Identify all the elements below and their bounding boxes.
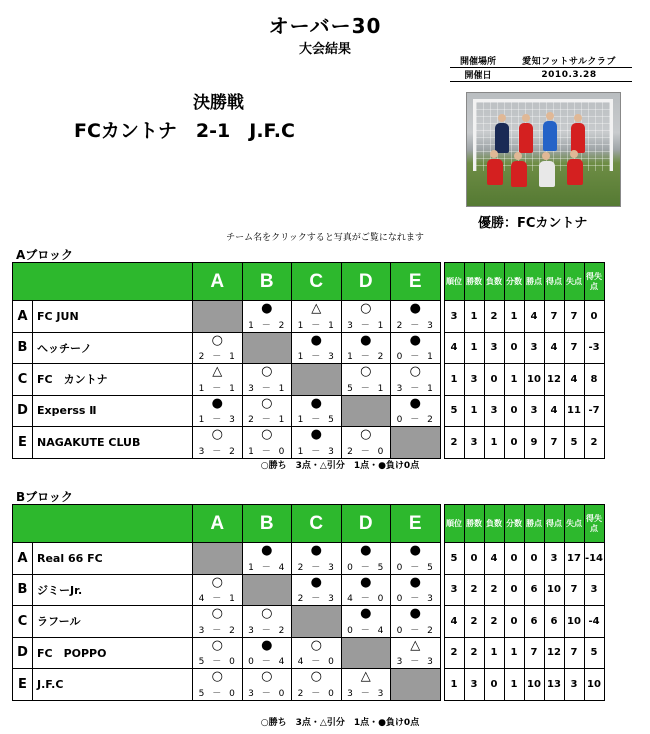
table-row — [13, 574, 605, 606]
result-symbol: ● — [360, 606, 372, 621]
result-symbol: ○ — [261, 395, 273, 411]
stat-cell: -7 — [584, 395, 604, 427]
stat-header: 失点 — [564, 505, 584, 543]
table-row — [13, 427, 605, 459]
result-cell — [193, 606, 243, 638]
photo-note — [0, 230, 650, 243]
stat-cell: 1 — [464, 395, 484, 427]
result-score: 4 － 0 — [347, 594, 385, 604]
row-letter: B — [13, 574, 33, 606]
result-symbol: ● — [409, 332, 421, 348]
result-score: 0 － 2 — [396, 415, 434, 425]
stat-cell: 1 — [484, 637, 504, 669]
result-symbol: ○ — [310, 669, 322, 684]
stat-cell: 2 — [444, 637, 464, 669]
stat-header: 順位 — [444, 263, 464, 301]
result-score: 3 － 1 — [347, 320, 385, 331]
venue-date-label: 開催日 — [464, 71, 492, 81]
result-cell — [242, 427, 292, 459]
result-symbol: ○ — [261, 427, 273, 442]
result-symbol: ● — [310, 427, 322, 442]
result-symbol: ● — [409, 606, 421, 621]
venue-place-label: 開催場所 — [459, 57, 496, 67]
result-score: 2 － 0 — [347, 446, 385, 457]
stat-cell: 11 — [564, 395, 584, 427]
result-cell — [292, 543, 342, 575]
team-name-link[interactable]: ヘッチーノ — [33, 332, 193, 364]
stat-cell: 1 — [444, 669, 464, 701]
stat-header: 得点 — [544, 263, 564, 301]
final-label: 決勝戦 — [193, 93, 244, 113]
stat-cell: -4 — [584, 606, 604, 638]
stat-cell: 10 — [564, 606, 584, 638]
venue-place: 愛知フットサルクラブ — [522, 57, 616, 67]
stat-cell: 7 — [524, 637, 544, 669]
result-score: 2 － 0 — [297, 688, 335, 699]
result-cell — [391, 395, 441, 427]
result-symbol: △ — [360, 669, 371, 684]
col-header-c: C — [292, 505, 342, 543]
stat-header: 負数 — [484, 505, 504, 543]
stat-cell: 2 — [464, 637, 484, 669]
team-name-link[interactable]: Experss Ⅱ — [33, 395, 193, 427]
result-symbol: ● — [261, 301, 273, 316]
team-name-link[interactable]: ジミーJr. — [33, 574, 193, 606]
result-symbol: ○ — [211, 637, 223, 653]
result-score: 5 － 1 — [347, 383, 385, 394]
stat-cell: 1 — [484, 427, 504, 459]
result-score: 1 － 5 — [297, 415, 335, 425]
team-name-link[interactable]: NAGAKUTE CLUB — [33, 427, 193, 459]
result-score: 1 － 4 — [248, 562, 286, 573]
venue-place-row — [450, 54, 632, 68]
result-symbol: ○ — [211, 332, 223, 348]
self-match-cell — [193, 543, 243, 575]
player-figure — [539, 161, 555, 187]
stat-cell: 2 — [484, 574, 504, 606]
result-score: 2 － 3 — [297, 594, 335, 604]
stat-cell: 2 — [484, 301, 504, 333]
stat-cell: 12 — [544, 637, 564, 669]
result-cell — [292, 637, 342, 669]
result-symbol: ● — [310, 543, 322, 558]
table-row — [13, 637, 605, 669]
result-score: 3 － 3 — [396, 657, 434, 667]
result-symbol: ● — [310, 574, 322, 590]
result-score: 5 － 0 — [198, 657, 236, 667]
stat-cell: 3 — [564, 669, 584, 701]
stat-cell: 7 — [544, 427, 564, 459]
result-cell — [391, 301, 441, 333]
result-symbol: ● — [261, 543, 273, 558]
stat-cell: 6 — [524, 574, 544, 606]
player-figure — [543, 121, 557, 151]
result-score: 0 － 2 — [396, 625, 434, 636]
league-table-a — [12, 262, 605, 459]
result-symbol: ○ — [211, 427, 223, 442]
result-score: 0 － 5 — [396, 562, 434, 573]
stat-cell: 3 — [484, 395, 504, 427]
result-cell — [341, 574, 391, 606]
stat-header: 得点 — [544, 505, 564, 543]
result-symbol: ● — [360, 574, 372, 590]
col-header-d: D — [341, 263, 391, 301]
self-match-cell — [341, 637, 391, 669]
table-row — [13, 543, 605, 575]
final-score: FCカントナ 2-1 J.F.C — [74, 120, 295, 142]
result-symbol: ● — [310, 395, 322, 411]
stat-cell: 2 — [444, 427, 464, 459]
stat-cell: 3 — [444, 574, 464, 606]
stat-cell: 12 — [544, 364, 564, 396]
result-score: 2 － 3 — [297, 562, 335, 573]
result-cell — [242, 669, 292, 701]
player-figure — [519, 123, 533, 153]
block-b-title: Bブロック — [16, 490, 73, 504]
result-symbol: ● — [261, 637, 273, 653]
self-match-cell — [242, 574, 292, 606]
result-cell — [341, 427, 391, 459]
stat-header: 勝数 — [464, 505, 484, 543]
stat-header: 得失点 — [584, 263, 604, 301]
stat-cell: 1 — [504, 301, 524, 333]
result-score: 1 － 3 — [297, 352, 335, 362]
stat-cell: 7 — [544, 301, 564, 333]
result-cell — [391, 637, 441, 669]
result-cell — [242, 364, 292, 396]
result-cell — [341, 606, 391, 638]
result-cell — [292, 574, 342, 606]
stat-cell: 3 — [464, 669, 484, 701]
stat-cell: 7 — [564, 637, 584, 669]
row-letter: B — [13, 332, 33, 364]
stat-cell: 1 — [504, 669, 524, 701]
result-score: 1 － 2 — [347, 352, 385, 362]
stat-cell: 8 — [584, 364, 604, 396]
stat-cell: 3 — [584, 574, 604, 606]
result-score: 2 － 1 — [198, 352, 236, 362]
row-letter: D — [13, 395, 33, 427]
stat-header: 順位 — [444, 505, 464, 543]
stat-cell: 4 — [544, 332, 564, 364]
result-cell — [391, 332, 441, 364]
winner-caption: 優勝：FCカントナ — [478, 216, 588, 231]
result-cell — [242, 395, 292, 427]
result-cell — [341, 301, 391, 333]
result-cell — [193, 332, 243, 364]
result-symbol: ● — [310, 332, 322, 348]
col-header-a: A — [193, 505, 243, 543]
result-cell — [242, 543, 292, 575]
stat-cell: 1 — [464, 332, 484, 364]
result-cell — [292, 332, 342, 364]
header-blank — [13, 505, 193, 543]
stat-cell: 0 — [504, 543, 524, 575]
result-score: 3 － 3 — [347, 688, 385, 699]
player-figure — [571, 123, 585, 153]
stat-cell: 10 — [524, 364, 544, 396]
result-score: 2 － 1 — [248, 415, 286, 425]
stat-cell: 5 — [584, 637, 604, 669]
self-match-cell — [391, 427, 441, 459]
col-header-e: E — [391, 505, 441, 543]
stat-cell: 4 — [444, 332, 464, 364]
result-symbol: ● — [211, 395, 223, 411]
result-symbol: ● — [409, 574, 421, 590]
stat-cell: 3 — [484, 332, 504, 364]
stat-header: 勝点 — [524, 505, 544, 543]
result-cell — [341, 669, 391, 701]
stat-header: 勝点 — [524, 263, 544, 301]
result-cell — [242, 606, 292, 638]
result-symbol: ○ — [211, 669, 223, 684]
result-cell — [193, 637, 243, 669]
team-name-link[interactable]: Real 66 FC — [33, 543, 193, 575]
result-cell — [341, 364, 391, 396]
stat-header: 分数 — [504, 505, 524, 543]
result-score: 1 － 0 — [248, 446, 286, 457]
result-cell — [292, 669, 342, 701]
result-symbol: ○ — [310, 637, 322, 653]
stat-cell: 9 — [524, 427, 544, 459]
result-cell — [391, 606, 441, 638]
result-symbol: ○ — [360, 364, 372, 379]
stat-header: 失点 — [564, 263, 584, 301]
stat-cell: 2 — [484, 606, 504, 638]
stat-cell: 0 — [584, 301, 604, 333]
stat-cell: 3 — [524, 395, 544, 427]
stat-cell: 3 — [464, 364, 484, 396]
result-symbol: ● — [409, 301, 421, 316]
table-row — [13, 606, 605, 638]
stat-cell: -3 — [584, 332, 604, 364]
stat-cell: 2 — [464, 574, 484, 606]
stat-cell: 4 — [544, 395, 564, 427]
result-score: 1 － 3 — [297, 446, 335, 457]
stat-cell: 3 — [524, 332, 544, 364]
stat-cell: 13 — [544, 669, 564, 701]
stat-cell: 5 — [444, 395, 464, 427]
stat-cell: 6 — [524, 606, 544, 638]
result-score: 1 － 2 — [248, 320, 286, 331]
result-symbol: ○ — [261, 669, 273, 684]
stat-header: 分数 — [504, 263, 524, 301]
result-score: 1 － 3 — [198, 415, 236, 425]
result-symbol: ● — [409, 543, 421, 558]
stat-cell: 7 — [564, 332, 584, 364]
stat-cell: 4 — [484, 543, 504, 575]
page-title: オーバー30 — [268, 14, 382, 38]
stat-cell: 10 — [544, 574, 564, 606]
result-symbol: ○ — [211, 574, 223, 590]
result-symbol: ○ — [211, 606, 223, 621]
result-cell — [292, 395, 342, 427]
result-score: 4 － 0 — [297, 657, 335, 667]
row-letter: A — [13, 301, 33, 333]
table-row — [13, 364, 605, 396]
self-match-cell — [292, 364, 342, 396]
stat-cell: 1 — [444, 364, 464, 396]
legend-b: ○勝ち 3点・△引分 1点・●負け0点 — [260, 718, 420, 728]
row-letter: C — [13, 606, 33, 638]
result-score: 0 － 1 — [396, 352, 434, 362]
self-match-cell — [391, 669, 441, 701]
result-cell — [292, 301, 342, 333]
result-symbol: ○ — [360, 301, 372, 316]
result-cell — [391, 364, 441, 396]
team-name-link[interactable]: FC カントナ — [33, 364, 193, 396]
photo-note-text: チーム名をクリックすると写真がご覧になれます — [226, 233, 424, 243]
stat-cell: 7 — [564, 574, 584, 606]
result-score: 2 － 3 — [396, 320, 434, 331]
result-cell — [242, 301, 292, 333]
result-score: 3 － 0 — [248, 688, 286, 699]
team-photo — [466, 92, 621, 207]
result-cell — [193, 427, 243, 459]
col-header-a: A — [193, 263, 243, 301]
result-symbol: ○ — [261, 364, 273, 379]
result-cell — [391, 574, 441, 606]
result-score: 0 － 4 — [248, 657, 286, 667]
team-name-link[interactable]: FC POPPO — [33, 637, 193, 669]
result-score: 3 － 2 — [198, 625, 236, 636]
stat-cell: 3 — [464, 427, 484, 459]
result-score: 0 － 3 — [396, 594, 434, 604]
self-match-cell — [292, 606, 342, 638]
self-match-cell — [193, 301, 243, 333]
player-figure — [495, 123, 509, 153]
stat-cell: 0 — [504, 574, 524, 606]
col-header-e: E — [391, 263, 441, 301]
stat-cell: 0 — [524, 543, 544, 575]
stat-cell: -14 — [584, 543, 604, 575]
result-score: 3 － 1 — [396, 383, 434, 394]
header-blank — [13, 263, 193, 301]
table-row — [13, 301, 605, 333]
stat-header: 負数 — [484, 263, 504, 301]
col-header-b: B — [242, 505, 292, 543]
row-letter: E — [13, 427, 33, 459]
result-score: 4 － 1 — [198, 594, 236, 604]
stat-cell: 0 — [484, 669, 504, 701]
legend-a: ○勝ち 3点・△引分 1点・●負け0点 — [260, 461, 420, 471]
player-figure — [567, 159, 583, 185]
result-cell — [391, 543, 441, 575]
stat-cell: 10 — [524, 669, 544, 701]
result-score: 5 － 0 — [198, 688, 236, 699]
stat-cell: 1 — [464, 301, 484, 333]
result-symbol: ○ — [261, 606, 273, 621]
stat-cell: 17 — [564, 543, 584, 575]
result-cell — [341, 543, 391, 575]
result-score: 1 － 1 — [297, 320, 335, 331]
result-cell — [193, 669, 243, 701]
stat-cell: 6 — [544, 606, 564, 638]
team-name-link[interactable]: J.F.C — [33, 669, 193, 701]
result-score: 0 － 5 — [347, 562, 385, 573]
stat-cell: 5 — [444, 543, 464, 575]
result-score: 3 － 2 — [248, 625, 286, 636]
result-cell — [292, 427, 342, 459]
result-cell — [242, 637, 292, 669]
stat-cell: 0 — [504, 606, 524, 638]
stat-cell: 1 — [504, 364, 524, 396]
col-header-b: B — [242, 263, 292, 301]
self-match-cell — [341, 395, 391, 427]
result-symbol: △ — [410, 637, 421, 653]
result-symbol: △ — [311, 301, 322, 316]
result-score: 0 － 4 — [347, 625, 385, 636]
col-header-c: C — [292, 263, 342, 301]
stat-cell: 10 — [584, 669, 604, 701]
stat-cell: 3 — [444, 301, 464, 333]
stat-cell: 0 — [504, 332, 524, 364]
stat-cell: 2 — [584, 427, 604, 459]
stat-header: 勝数 — [464, 263, 484, 301]
stat-cell: 4 — [524, 301, 544, 333]
result-score: 1 － 1 — [198, 383, 236, 394]
stat-cell: 1 — [504, 637, 524, 669]
stat-cell: 4 — [444, 606, 464, 638]
venue-info — [450, 54, 632, 82]
row-letter: D — [13, 637, 33, 669]
player-figure — [511, 161, 527, 187]
stat-cell: 0 — [464, 543, 484, 575]
table-row — [13, 669, 605, 701]
stat-cell: 7 — [564, 301, 584, 333]
table-row — [13, 395, 605, 427]
result-score: 3 － 2 — [198, 446, 236, 457]
stat-cell: 5 — [564, 427, 584, 459]
result-symbol: ○ — [360, 427, 372, 442]
block-a-title: Aブロック — [16, 248, 74, 262]
col-header-d: D — [341, 505, 391, 543]
stat-header: 得失点 — [584, 505, 604, 543]
self-match-cell — [242, 332, 292, 364]
venue-date: 2010.3.28 — [541, 69, 597, 80]
result-symbol: ○ — [409, 364, 421, 379]
result-symbol: ● — [409, 395, 421, 411]
result-symbol: ● — [360, 332, 372, 348]
team-name-link[interactable]: FC JUN — [33, 301, 193, 333]
player-figure — [487, 159, 503, 185]
league-table-b — [12, 504, 605, 701]
table-row — [13, 332, 605, 364]
stat-cell: 2 — [464, 606, 484, 638]
team-name-link[interactable]: ラフール — [33, 606, 193, 638]
result-cell — [193, 395, 243, 427]
row-letter: C — [13, 364, 33, 396]
result-symbol: ● — [360, 543, 372, 558]
stat-cell: 0 — [504, 427, 524, 459]
stat-cell: 0 — [484, 364, 504, 396]
venue-date-row — [450, 68, 632, 82]
stat-cell: 4 — [564, 364, 584, 396]
result-cell — [193, 364, 243, 396]
row-letter: E — [13, 669, 33, 701]
page-subtitle: 大会結果 — [298, 42, 351, 57]
result-cell — [341, 332, 391, 364]
stat-cell: 0 — [504, 395, 524, 427]
row-letter: A — [13, 543, 33, 575]
stat-cell: 3 — [544, 543, 564, 575]
result-symbol: △ — [212, 364, 223, 379]
result-cell — [193, 574, 243, 606]
result-score: 3 － 1 — [248, 383, 286, 394]
